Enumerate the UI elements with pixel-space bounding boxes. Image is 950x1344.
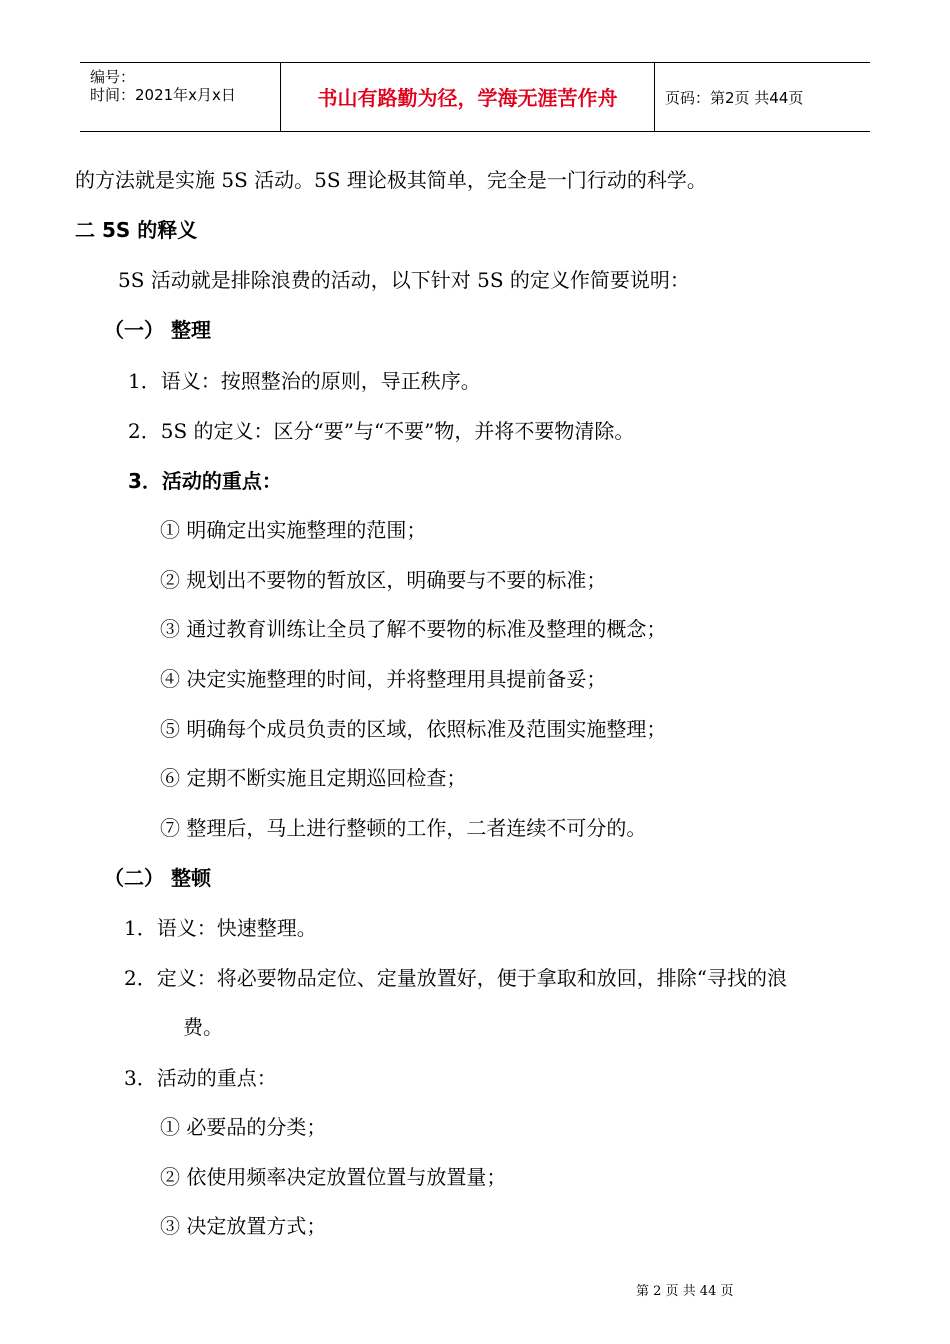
list-subitem: ⑥ 定期不断实施且定期巡回检查； — [160, 766, 467, 790]
list-item: 3．活动的重点： — [124, 1066, 277, 1090]
list-item: 2．定义：将必要物品定位、定量放置好，便于拿取和放回，排除“寻找的浪 — [124, 966, 787, 990]
header-meta-cell — [80, 63, 281, 131]
page-footer: 第 2 页 共 44 页 — [636, 1284, 734, 1299]
subsection-heading: （一） 整理 — [104, 318, 211, 342]
list-subitem: ⑦ 整理后，马上进行整顿的工作，二者连续不可分的。 — [160, 816, 647, 840]
list-item-continuation: 费。 — [183, 1015, 223, 1039]
list-subitem: ② 规划出不要物的暂放区，明确要与不要的标准； — [160, 568, 607, 592]
list-item: 1．语义：按照整治的原则，导正秩序。 — [128, 369, 481, 393]
section-heading: 二 5S 的释义 — [75, 218, 198, 242]
document-header — [80, 62, 870, 132]
document-number-label: 编号： — [90, 68, 136, 86]
list-item: 1．语义：快速整理。 — [124, 916, 317, 940]
list-subitem: ④ 决定实施整理的时间，并将整理用具提前备妥； — [160, 667, 607, 691]
list-subitem: ③ 决定放置方式； — [160, 1214, 327, 1238]
header-page-cell — [655, 63, 870, 131]
list-item: 2．5S 的定义：区分“要”与“不要”物，并将不要物清除。 — [128, 419, 635, 443]
list-subitem: ② 依使用频率决定放置位置与放置量； — [160, 1165, 507, 1189]
header-motto: 书山有路勤为径，学海无涯苦作舟 — [317, 86, 618, 110]
header-motto-cell — [281, 63, 655, 131]
paragraph-intro: 5S 活动就是排除浪费的活动，以下针对 5S 的定义作简要说明： — [118, 268, 690, 292]
header-page-info: 页码：第2页 共44页 — [665, 89, 804, 107]
document-time-label: 时间：2021年x月x日 — [90, 86, 236, 104]
list-subitem: ⑤ 明确每个成员负责的区域，依照标准及范围实施整理； — [160, 717, 667, 741]
subsection-heading: （二） 整顿 — [104, 866, 211, 890]
list-subitem: ① 必要品的分类； — [160, 1115, 327, 1139]
list-subitem: ① 明确定出实施整理的范围； — [160, 518, 427, 542]
list-item-heading: 3．活动的重点： — [128, 469, 282, 493]
paragraph-continuation: 的方法就是实施 5S 活动。5S 理论极其简单，完全是一门行动的科学。 — [75, 168, 707, 192]
list-subitem: ③ 通过教育训练让全员了解不要物的标准及整理的概念； — [160, 617, 667, 641]
